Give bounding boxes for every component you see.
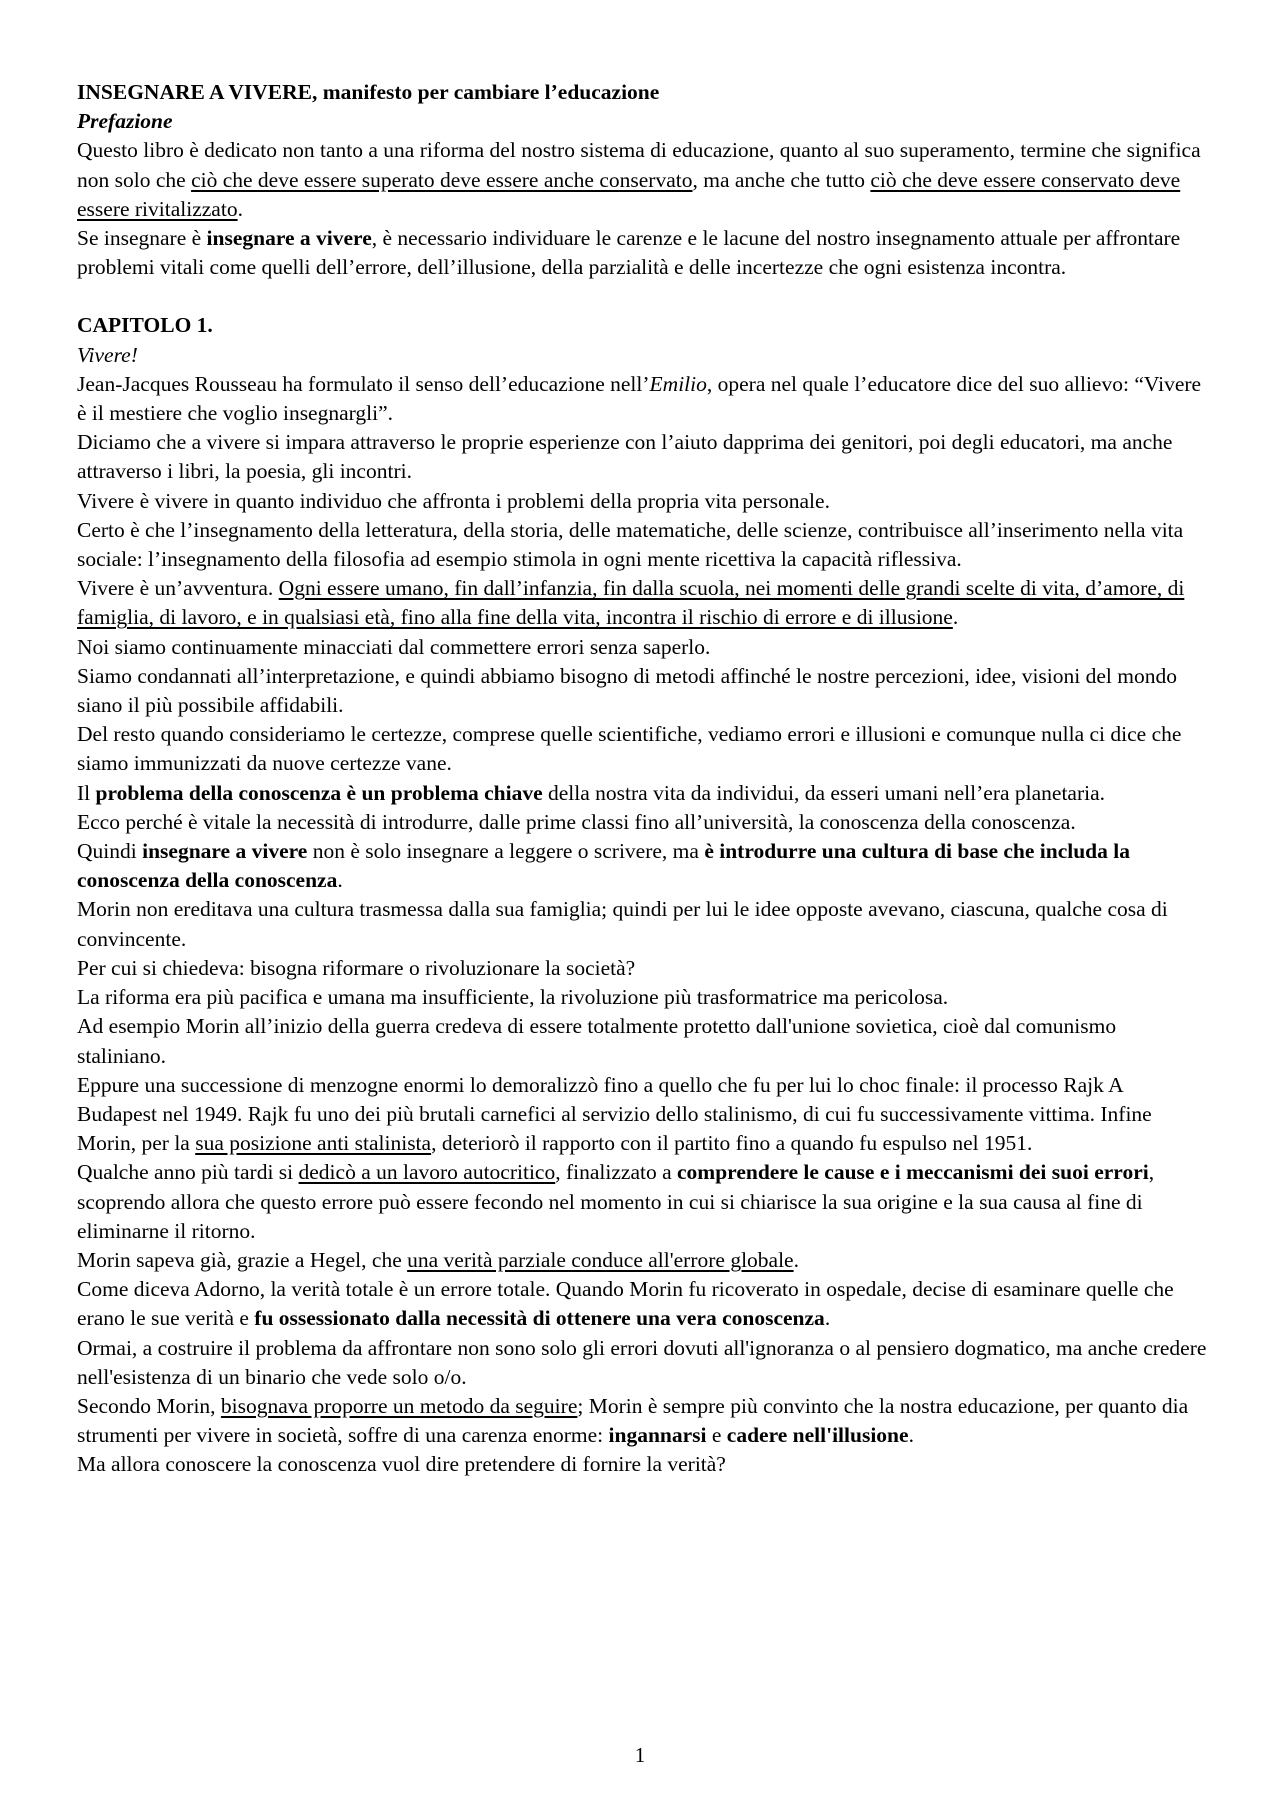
bold-phrase: fu ossessionato dalla necessità di ottenere una vera conoscenza bbox=[254, 1306, 825, 1331]
bold-phrase: insegnare a vivere bbox=[142, 839, 308, 864]
underlined-phrase: Ogni essere umano, fin dall’infanzia, fin dalla scuola, nei momenti delle grandi scelte di vita, d’amore, di famiglia, di lavoro, e in qualsiasi età, fino alla fine della vita, incontra il rischio di errore e di illusione bbox=[77, 576, 1185, 630]
paragraph: Vivere è vivere in quanto individuo che affronta i problemi della propria vita personale. bbox=[77, 488, 830, 513]
paragraph: Ma allora conoscere la conoscenza vuol dire pretendere di fornire la verità? bbox=[77, 1452, 726, 1477]
paragraph: Qualche anno più tardi si dedicò a un lavoro autocritico, finalizzato a comprendere le cause e i meccanismi dei suoi errori, scoprendo allora che questo errore può essere fecondo nel momento in cui si chiarisce la sua origine e la sua causa al fine di eliminarne il ritorno. bbox=[77, 1160, 1155, 1243]
paragraph: Per cui si chiedeva: bisogna riformare o rivoluzionare la società? bbox=[77, 955, 636, 980]
paragraph: La riforma era più pacifica e umana ma insufficiente, la rivoluzione più trasformatrice ma pericolosa. bbox=[77, 985, 949, 1010]
bold-phrase: comprendere le cause e i meccanismi dei suoi errori bbox=[677, 1160, 1149, 1185]
italic-title: Emilio bbox=[649, 371, 707, 396]
preface-paragraph-1: Questo libro è dedicato non tanto a una riforma del nostro sistema di educazione, quanto al suo superamento, termine che significa non solo che ciò che deve essere superato deve essere anche conservato, ma anche che tutto ciò che deve essere conservato deve essere rivitalizzato. bbox=[77, 138, 1201, 221]
bold-phrase: ingannarsi bbox=[608, 1423, 707, 1448]
paragraph: Morin non ereditava una cultura trasmessa dalla sua famiglia; quindi per lui le idee opposte avevano, ciascuna, qualche cosa di convincente. bbox=[77, 897, 1168, 951]
paragraph: Ad esempio Morin all’inizio della guerra credeva di essere totalmente protetto dall'unione sovietica, cioè dal comunismo staliniano. bbox=[77, 1014, 1117, 1068]
paragraph: Siamo condannati all’interpretazione, e quindi abbiamo bisogno di metodi affinché le nostre percezioni, idee, visioni del mondo siano il più possibile affidabili. bbox=[77, 663, 1177, 718]
paragraph: Jean-Jacques Rousseau ha formulato il senso dell’educazione nell’Emilio, opera nel quale l’educatore dice del suo allievo: “Vivere è il mestiere che voglio insegnargli”. bbox=[77, 371, 1202, 426]
paragraph: Vivere è un’avventura. Ogni essere umano, fin dall’infanzia, fin dalla scuola, nei momenti delle grandi scelte di vita, d’amore, di famiglia, di lavoro, e in qualsiasi età, fino alla fine della vita, incontra il rischio di errore e di illusione. bbox=[77, 576, 1185, 630]
paragraph: Come diceva Adorno, la verità totale è un errore totale. Quando Morin fu ricoverato in ospedale, decise di esaminare quelle che erano le sue verità e fu ossessionato dalla necessità di ottenere una vera conoscenza. bbox=[77, 1277, 1174, 1331]
paragraph: Ecco perché è vitale la necessità di introdurre, dalle prime classi fino all’università, la conoscenza della conoscenza. bbox=[77, 809, 1076, 834]
underlined-phrase: una verità parziale conduce all'errore globale bbox=[407, 1247, 794, 1272]
section-spacer bbox=[77, 282, 1207, 311]
paragraph: Quindi insegnare a vivere non è solo insegnare a leggere o scrivere, ma è introdurre una cultura di base che includa la conoscenza della conoscenza. bbox=[77, 839, 1130, 893]
paragraph: Certo è che l’insegnamento della letteratura, della storia, delle matematiche, delle scienze, contribuisce all’inserimento nella vita sociale: l’insegnamento della filosofia ad esempio stimola in ogni mente ricettiva la capacità riflessiva. bbox=[77, 517, 1184, 572]
paragraph: Diciamo che a vivere si impara attraverso le proprie esperienze con l’aiuto dapprima dei genitori, poi degli educatori, ma anche attraverso i libri, la poesia, gli incontri. bbox=[77, 430, 1173, 484]
underlined-phrase: sua posizione anti stalinista bbox=[195, 1131, 432, 1156]
paragraph: Morin sapeva già, grazie a Hegel, che una verità parziale conduce all'errore globale. bbox=[77, 1247, 799, 1272]
bold-phrase: è introdurre una cultura di base che includa la conoscenza della conoscenza bbox=[77, 839, 1130, 893]
chapter-subheading: Vivere! bbox=[77, 342, 138, 367]
document-body bbox=[77, 78, 1207, 1480]
paragraph: Il problema della conoscenza è un problema chiave della nostra vita da individui, da esseri umani nell’era planetaria. bbox=[77, 780, 1106, 805]
preface-paragraph-2: Se insegnare è insegnare a vivere, è necessario individuare le carenze e le lacune del nostro insegnamento attuale per affrontare problemi vitali come quelli dell’errore, dell’illusione, della parzialità e delle incertezze che ogni esistenza incontra. bbox=[77, 226, 1181, 280]
paragraph: Del resto quando consideriamo le certezze, comprese quelle scientifiche, vediamo errori e illusioni e comunque nulla ci dice che siamo immunizzati da nuove certezze vane. bbox=[77, 722, 1182, 776]
page-number: 1 bbox=[634, 1743, 646, 1767]
bold-phrase: cadere nell'illusione bbox=[726, 1423, 909, 1448]
chapter-heading: CAPITOLO 1. bbox=[77, 313, 213, 338]
paragraph: Eppure una successione di menzogne enormi lo demoralizzò fino a quello che fu per lui lo choc finale: il processo Rajk A Budapest nel 1949. Rajk fu uno dei più brutali carnefici al servizio dello stalinismo, di cui fu successivamente vittima. Infine Morin, per la sua posizione anti stalinista, deteriorò il rapporto con il partito fino a quando fu espulso nel 1951. bbox=[77, 1072, 1152, 1156]
document-title: INSEGNARE A VIVERE, manifesto per cambiare l’educazione bbox=[77, 80, 660, 104]
bold-phrase: insegnare a vivere bbox=[206, 226, 372, 251]
paragraph: Ormai, a costruire il problema da affrontare non sono solo gli errori dovuti all'ignoranza o al pensiero dogmatico, ma anche credere nell'esistenza di un binario che vede solo o/o. bbox=[77, 1335, 1207, 1389]
underlined-phrase: bisognava proporre un metodo da seguire bbox=[220, 1393, 578, 1418]
underlined-phrase: ciò che deve essere superato deve essere anche conservato bbox=[191, 167, 693, 192]
preface-heading: Prefazione bbox=[77, 109, 173, 134]
underlined-phrase: dedicò a un lavoro autocritico bbox=[298, 1160, 556, 1185]
bold-phrase: problema della conoscenza è un problema chiave bbox=[95, 780, 543, 805]
paragraph: Secondo Morin, bisognava proporre un metodo da seguire; Morin è sempre più convinto che la nostra educazione, per quanto dia strumenti per vivere in società, soffre di una carenza enorme: ingannarsi e cadere nell'illusione. bbox=[77, 1393, 1189, 1448]
underlined-phrase: ciò che deve essere conservato deve essere rivitalizzato bbox=[77, 167, 1181, 221]
paragraph: Noi siamo continuamente minacciati dal commettere errori senza saperlo. bbox=[77, 634, 711, 659]
